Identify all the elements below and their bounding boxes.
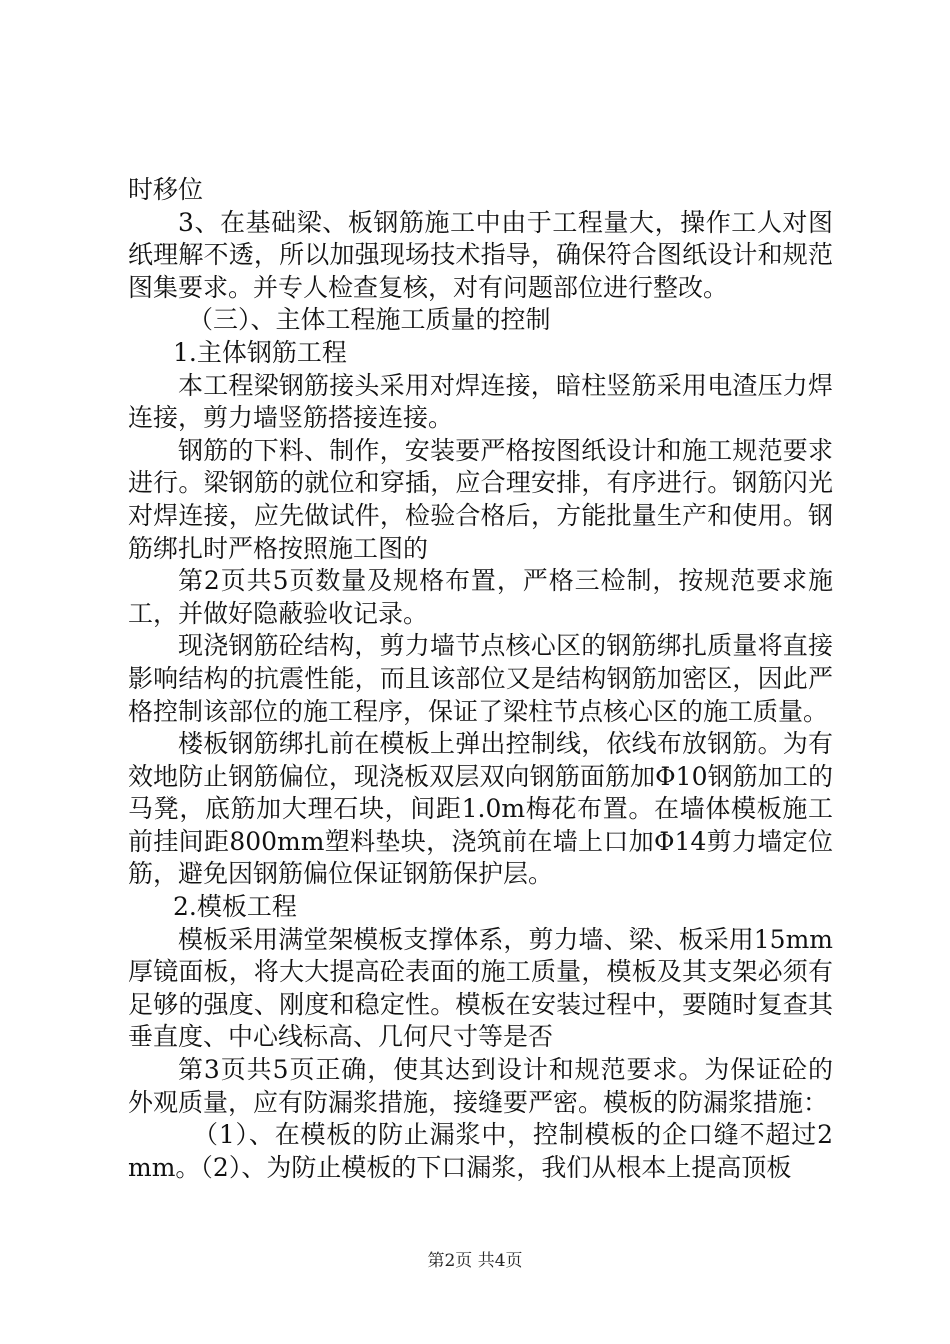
paragraph-9: 第3页共5页正确，使其达到设计和规范要求。为保证砼的外观质量，应有防漏浆措施，接缝要严密。模板的防漏浆措施：: [128, 1055, 833, 1117]
paragraph-6: 现浇钢筋砼结构，剪力墙节点核心区的钢筋绑扎质量将直接影响结构的抗震性能，而且该部位又是结构钢筋加密区，因此严格控制该部位的施工程序，保证了梁柱节点核心区的施工质量。: [128, 631, 833, 726]
paragraph-2: 3、在基础梁、板钢筋施工中由于工程量大，操作工人对图纸理解不透，所以加强现场技术指导，确保符合图纸设计和规范图集要求。并专人检查复核，对有问题部位进行整改。: [128, 207, 833, 302]
page-number-footer: 第2页 共4页: [427, 1251, 523, 1271]
paragraph-10: （1）、在模板的防止漏浆中，控制模板的企口缝不超过2mm。（2）、为防止模板的下口漏浆，我们从根本上提高顶板: [128, 1120, 833, 1182]
document-body: [128, 174, 833, 1184]
paragraph-1: 时移位: [128, 175, 204, 204]
paragraph-8: 模板采用满堂架模板支撑体系，剪力墙、梁、板采用15mm厚镜面板，将大大提高砼表面的施工质量，模板及其支架必须有足够的强度、刚度和稳定性。模板在安装过程中，要随时复查其垂直度、中心线标高、几何尺寸等是否: [128, 924, 833, 1052]
section-heading-main-structure: （三）、主体工程施工质量的控制: [188, 305, 551, 335]
paragraph-4: 钢筋的下料、制作，安装要严格按图纸设计和施工规范要求进行。梁钢筋的就位和穿插，应合理安排，有序进行。钢筋闪光对焊连接，应先做试件，检验合格后，方能批量生产和使用。钢筋绑扎时严格按照施工图的: [128, 435, 833, 563]
subheading-rebar-work: 1.主体钢筋工程: [173, 337, 347, 367]
paragraph-7: 楼板钢筋绑扎前在模板上弹出控制线，依线布放钢筋。为有效地防止钢筋偏位，现浇板双层双向钢筋面筋加Φ10钢筋加工的马凳，底筋加大理石块，间距1.0m梅花布置。在墙体模板施工前挂间距800mm塑料垫块，浇筑前在墙上口加Φ14剪力墙定位筋，避免因钢筋偏位保证钢筋保护层。: [128, 729, 833, 889]
paragraph-5: 第2页共5页数量及规格布置，严格三检制，按规范要求施工，并做好隐蔽验收记录。: [128, 566, 833, 628]
paragraph-3: 本工程梁钢筋接头采用对焊连接，暗柱竖筋采用电渣压力焊连接，剪力墙竖筋搭接连接。: [128, 370, 833, 433]
subheading-formwork: 2.模板工程: [173, 892, 297, 922]
